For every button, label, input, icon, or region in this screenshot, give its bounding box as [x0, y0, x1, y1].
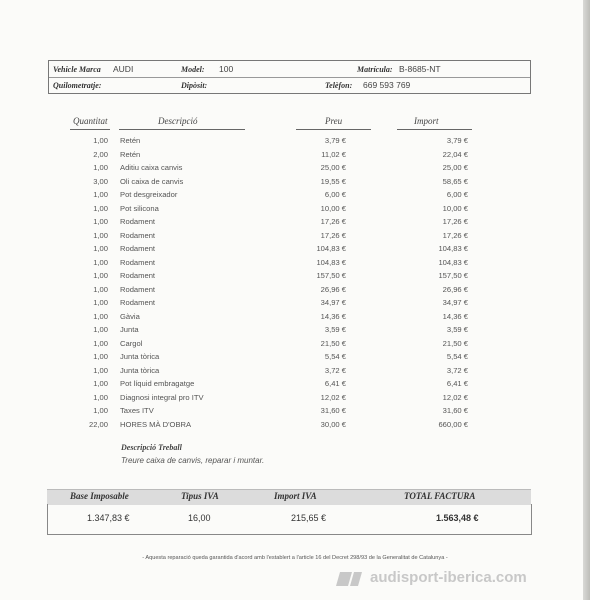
vehicle-info-divider: [49, 77, 530, 78]
quilometratge-label: Quilometratje:: [53, 81, 102, 90]
model-label: Model:: [181, 65, 205, 74]
table-row: [0, 216, 590, 230]
row-price: 34,97 €: [320, 298, 346, 307]
row-desc: Pot silicona: [120, 203, 159, 213]
row-qty: 1,00: [93, 379, 108, 388]
table-row: [0, 338, 590, 352]
row-price: 17,26 €: [320, 217, 346, 226]
row-import: 12,02 €: [442, 392, 468, 402]
table-row: [0, 230, 590, 244]
col-underline-preu: [296, 129, 371, 130]
import-iva-label: Import IVA: [274, 491, 317, 501]
row-import: 3,79 €: [446, 136, 468, 145]
model-value: 100: [219, 64, 234, 74]
table-row: [0, 297, 590, 311]
row-qty: 1,00: [93, 311, 108, 321]
table-row: [0, 324, 590, 338]
row-qty: 1,00: [93, 163, 108, 172]
col-header-preu: Preu: [325, 116, 343, 126]
row-price: 19,55 €: [320, 176, 346, 186]
watermark-text: audisport-iberica.com: [370, 569, 527, 586]
base-imposable-value: 1.347,83 €: [87, 513, 130, 523]
col-underline-import: [397, 129, 472, 130]
row-price: 6,41 €: [324, 379, 346, 388]
col-header-import: Import: [414, 116, 439, 126]
row-import: 17,26 €: [442, 230, 468, 240]
row-desc: Rodament: [120, 298, 156, 307]
row-price: 30,00 €: [320, 419, 346, 429]
row-price: 6,00 €: [324, 190, 346, 199]
row-desc: Rodament: [120, 217, 156, 226]
total-factura-value: 1.563,48 €: [436, 513, 479, 523]
col-underline-quantitat: [70, 129, 110, 130]
row-import: 14,36 €: [442, 311, 468, 321]
row-import: 31,60 €: [442, 406, 468, 415]
row-qty: 1,00: [93, 284, 108, 294]
col-header-descripcio: Descripció: [158, 116, 198, 126]
table-row: [0, 284, 590, 298]
marca-value: AUDI: [113, 64, 134, 74]
table-row: [0, 419, 590, 433]
row-price: 31,60 €: [320, 406, 346, 415]
row-qty: 22,00: [88, 419, 108, 429]
row-import: 5,54 €: [446, 352, 468, 361]
row-qty: 1,00: [93, 392, 108, 402]
base-imposable-label: Base Imposable: [70, 491, 129, 501]
row-import: 3,72 €: [446, 365, 468, 375]
row-desc: Pot desgreixador: [120, 190, 178, 199]
telefon-label: Telèfon:: [325, 81, 353, 90]
row-price: 21,50 €: [320, 338, 346, 348]
row-qty: 1,00: [93, 338, 108, 348]
row-qty: 3,00: [93, 176, 108, 186]
row-qty: 1,00: [93, 365, 108, 375]
row-import: 34,97 €: [442, 298, 468, 307]
row-import: 58,65 €: [442, 176, 468, 186]
row-desc: Rodament: [120, 284, 156, 294]
vehicle-info-box: [48, 60, 531, 94]
watermark-logo-icon: [336, 572, 366, 586]
telefon-value: 669 593 769: [363, 80, 411, 90]
row-price: 3,72 €: [324, 365, 346, 375]
col-header-quantitat: Quantitat: [73, 116, 108, 126]
row-desc: HORES MÀ D'OBRA: [120, 419, 192, 429]
table-row: [0, 365, 590, 379]
tipus-iva-value: 16,00: [188, 513, 211, 523]
row-desc: Junta: [120, 325, 139, 334]
row-qty: 1,00: [93, 136, 108, 145]
row-qty: 1,00: [93, 203, 108, 213]
table-row: [0, 351, 590, 365]
table-row: [0, 203, 590, 217]
row-import: 104,83 €: [438, 244, 468, 253]
table-row: [0, 311, 590, 325]
row-import: 17,26 €: [442, 217, 468, 226]
row-desc: Taxes ITV: [120, 406, 154, 415]
row-price: 104,83 €: [316, 244, 346, 253]
row-price: 25,00 €: [320, 163, 346, 172]
work-description-text: Treure caixa de canvis, reparar i muntar.: [121, 456, 265, 465]
row-qty: 1,00: [93, 190, 108, 199]
row-qty: 1,00: [93, 406, 108, 415]
row-desc: Rodament: [120, 244, 156, 253]
row-price: 3,79 €: [324, 136, 346, 145]
row-qty: 1,00: [93, 325, 108, 334]
row-desc: Retén: [120, 136, 141, 145]
row-import: 3,59 €: [446, 325, 468, 334]
row-desc: Rodament: [120, 230, 156, 240]
matricula-value: B-8685-NT: [399, 64, 441, 74]
table-row: [0, 405, 590, 419]
row-price: 3,59 €: [324, 325, 346, 334]
row-qty: 2,00: [93, 149, 108, 159]
table-row: [0, 149, 590, 163]
table-row: [0, 392, 590, 406]
row-import: 157,50 €: [438, 271, 468, 280]
row-qty: 1,00: [93, 298, 108, 307]
guarantee-footer: - Aquesta reparació queda garantida d'acord amb l'establert a l'article 16 del Decret 298/93 de la Generalitat de Catalunya -: [142, 555, 448, 561]
row-qty: 1,00: [93, 352, 108, 361]
row-qty: 1,00: [93, 271, 108, 280]
row-price: 12,02 €: [320, 392, 346, 402]
row-desc: Rodament: [120, 257, 156, 267]
import-iva-value: 215,65 €: [291, 513, 327, 523]
row-price: 11,02 €: [321, 149, 346, 159]
row-desc: Junta tòrica: [120, 365, 160, 375]
row-price: 157,50 €: [316, 271, 346, 280]
table-row: [0, 189, 590, 203]
row-price: 17,26 €: [320, 230, 346, 240]
row-qty: 1,00: [93, 230, 108, 240]
row-desc: Gàvia: [120, 311, 140, 321]
row-import: 6,41 €: [446, 379, 468, 388]
table-row: [0, 135, 590, 149]
row-import: 22,04 €: [442, 149, 468, 159]
row-qty: 1,00: [93, 244, 108, 253]
table-row: [0, 162, 590, 176]
row-import: 660,00 €: [438, 419, 468, 429]
row-price: 26,96 €: [320, 284, 346, 294]
work-description-label: Descripció Treball: [121, 443, 182, 452]
row-desc: Aditiu caixa canvis: [120, 163, 183, 172]
matricula-label: Matrícula:: [357, 65, 393, 74]
row-desc: Cargol: [120, 338, 143, 348]
tipus-iva-label: Tipus IVA: [181, 491, 219, 501]
table-row: [0, 243, 590, 257]
row-price: 14,36 €: [320, 311, 346, 321]
row-price: 10,00 €: [320, 203, 346, 213]
total-factura-label: TOTAL FACTURA: [404, 491, 476, 501]
table-row: [0, 176, 590, 190]
row-price: 104,83 €: [316, 257, 346, 267]
table-row: [0, 257, 590, 271]
row-import: 25,00 €: [442, 163, 468, 172]
table-row: [0, 270, 590, 284]
row-qty: 1,00: [93, 217, 108, 226]
table-row: [0, 378, 590, 392]
row-import: 21,50 €: [442, 338, 468, 348]
row-import: 104,83 €: [438, 257, 468, 267]
row-desc: Oli caixa de canvis: [120, 176, 184, 186]
row-qty: 1,00: [93, 257, 108, 267]
col-underline-descripcio: [119, 129, 245, 130]
marca-label: Vehicle Marca: [53, 65, 101, 74]
row-desc: Diagnosi integral pro ITV: [120, 392, 204, 402]
row-import: 6,00 €: [446, 190, 468, 199]
row-desc: Junta tòrica: [120, 352, 160, 361]
row-desc: Rodament: [120, 271, 156, 280]
row-price: 5,54 €: [324, 352, 346, 361]
line-items: [0, 135, 590, 432]
diposit-label: Dipòsit:: [181, 81, 208, 90]
row-desc: Pot líquid embragatge: [120, 379, 195, 388]
row-desc: Retén: [120, 149, 141, 159]
row-import: 26,96 €: [442, 284, 468, 294]
row-import: 10,00 €: [442, 203, 468, 213]
